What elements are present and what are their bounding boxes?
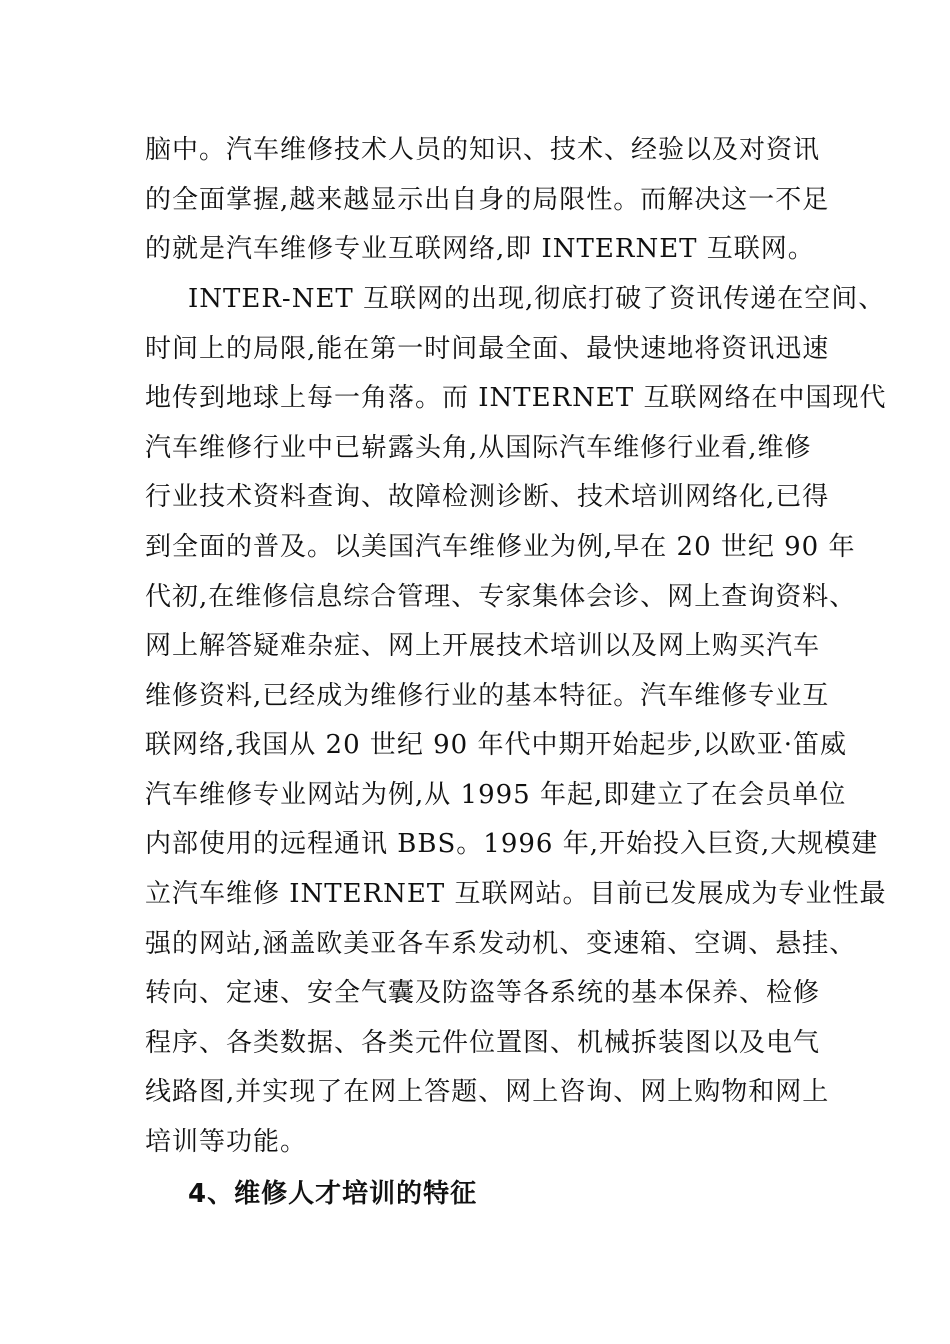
paragraph-2-line-6: 到全面的普及。以美国汽车维修业为例,早在 20 世纪 90 年 (145, 532, 856, 562)
paragraph-2-line-9: 维修资料,已经成为维修行业的基本特征。汽车维修专业互 (145, 681, 830, 711)
paragraph-1-line-1: 脑中。汽车维修技术人员的知识、技术、经验以及对资讯 (145, 135, 821, 165)
paragraph-2-line-14: 强的网站,涵盖欧美亚各车系发动机、变速箱、空调、悬挂、 (145, 929, 857, 959)
paragraph-2-line-15: 转向、定速、安全气囊及防盗等各系统的基本保养、检修 (145, 978, 821, 1008)
paragraph-2-line-5: 行业技术资料查询、故障检测诊断、技术培训网络化,已得 (145, 482, 830, 512)
paragraph-2-line-16: 程序、各类数据、各类元件位置图、机械拆装图以及电气 (145, 1028, 821, 1058)
paragraph-2-line-13: 立汽车维修 INTERNET 互联网站。目前已发展成为专业性最 (145, 879, 887, 909)
paragraph-2-line-18: 培训等功能。 (145, 1127, 308, 1157)
paragraph-1-line-3: 的就是汽车维修专业互联网络,即 INTERNET 互联网。 (145, 234, 815, 264)
paragraph-2-line-12: 内部使用的远程通讯 BBS。1996 年,开始投入巨资,大规模建 (145, 829, 879, 859)
paragraph-2-line-2: 时间上的局限,能在第一时间最全面、最快速地将资讯迅速 (145, 334, 830, 364)
paragraph-2-line-1: INTER-NET 互联网的出现,彻底打破了资讯传递在空间、 (188, 284, 886, 314)
section-heading: 4、维修人才培训的特征 (188, 1179, 478, 1209)
paragraph-2-line-8: 网上解答疑难杂症、网上开展技术培训以及网上购买汽车 (145, 631, 821, 661)
paragraph-2-line-10: 联网络,我国从 20 世纪 90 年代中期开始起步,以欧亚·笛威 (145, 730, 848, 760)
paragraph-2-line-4: 汽车维修行业中已崭露头角,从国际汽车维修行业看,维修 (145, 433, 812, 463)
paragraph-2-line-7: 代初,在维修信息综合管理、专家集体会诊、网上查询资料、 (145, 582, 857, 612)
paragraph-2-line-17: 线路图,并实现了在网上答题、网上咨询、网上购物和网上 (145, 1077, 830, 1107)
paragraph-2-line-3: 地传到地球上每一角落。而 INTERNET 互联网络在中国现代 (145, 383, 887, 413)
paragraph-2-line-11: 汽车维修专业网站为例,从 1995 年起,即建立了在会员单位 (145, 780, 847, 810)
paragraph-1-line-2: 的全面掌握,越来越显示出自身的局限性。而解决这一不足 (145, 185, 830, 215)
